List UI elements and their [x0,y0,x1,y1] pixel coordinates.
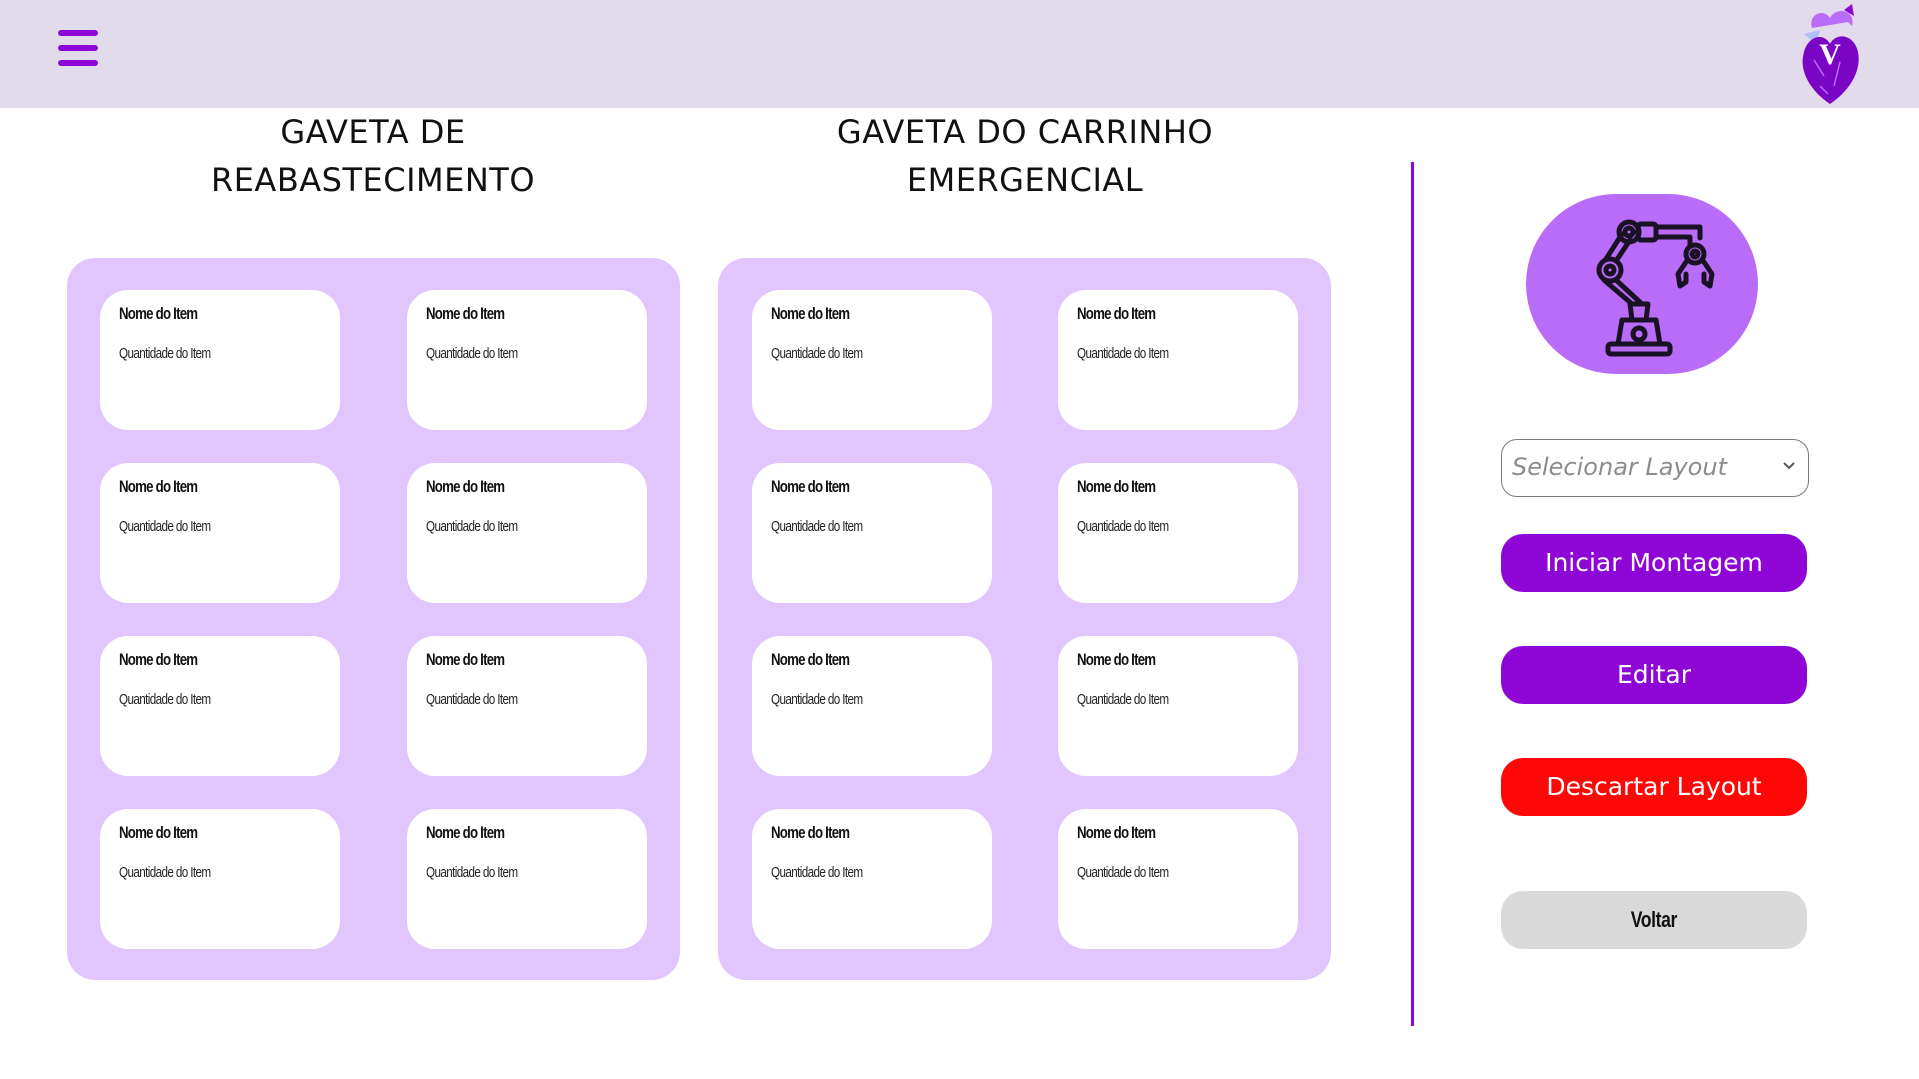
discard-layout-button[interactable]: Descartar Layout [1501,758,1807,816]
top-bar [0,0,1919,108]
item-quantity: Quantidade do Item [426,864,518,881]
item-name: Nome do Item [426,823,505,842]
item-quantity: Quantidade do Item [771,518,863,535]
item-card[interactable] [407,463,647,603]
chevron-down-icon [1782,458,1796,472]
edit-button[interactable]: Editar [1501,646,1807,704]
item-quantity: Quantidade do Item [426,518,518,535]
item-name: Nome do Item [119,650,198,669]
item-quantity: Quantidade do Item [1077,345,1169,362]
cart-title-line1: GAVETA DO CARRINHO [836,113,1214,151]
cart-drawer [718,258,1331,980]
item-card[interactable] [1058,636,1298,776]
start-assembly-button[interactable]: Iniciar Montagem [1501,534,1807,592]
item-card[interactable] [100,463,340,603]
layout-select[interactable] [1501,439,1809,497]
item-quantity: Quantidade do Item [1077,864,1169,881]
refill-title-line1: GAVETA DE [280,113,466,151]
item-quantity: Quantidade do Item [771,345,863,362]
item-name: Nome do Item [771,477,850,496]
item-name: Nome do Item [426,477,505,496]
robotic-arm-icon [1582,212,1732,362]
robot-badge [1526,194,1758,374]
item-name: Nome do Item [771,304,850,323]
item-card[interactable] [407,809,647,949]
item-quantity: Quantidade do Item [426,691,518,708]
item-card[interactable] [752,636,992,776]
item-quantity: Quantidade do Item [119,345,211,362]
item-card[interactable] [100,809,340,949]
item-card[interactable] [752,290,992,430]
item-name: Nome do Item [426,650,505,669]
layout-select-placeholder: Selecionar Layout [1512,453,1727,481]
refill-drawer-title [93,108,653,204]
item-quantity: Quantidade do Item [1077,518,1169,535]
item-name: Nome do Item [1077,823,1156,842]
item-card[interactable] [752,463,992,603]
item-card[interactable] [1058,809,1298,949]
cart-drawer-title [745,108,1305,204]
item-card[interactable] [407,636,647,776]
item-card[interactable] [1058,290,1298,430]
refill-drawer [67,258,680,980]
item-name: Nome do Item [119,477,198,496]
item-card[interactable] [100,290,340,430]
item-quantity: Quantidade do Item [119,518,211,535]
item-card[interactable] [1058,463,1298,603]
item-name: Nome do Item [771,823,850,842]
item-card[interactable] [752,809,992,949]
back-button[interactable] [1501,891,1807,949]
item-name: Nome do Item [1077,477,1156,496]
back-button-label: Voltar [1630,907,1678,932]
logo-letter: V [1819,38,1841,71]
cart-title-line2: EMERGENCIAL [906,161,1144,199]
item-quantity: Quantidade do Item [426,345,518,362]
item-name: Nome do Item [119,304,198,323]
item-name: Nome do Item [771,650,850,669]
item-quantity: Quantidade do Item [119,864,211,881]
refill-title-line2: REABASTECIMENTO [210,161,536,199]
hamburger-menu-icon[interactable] [58,30,98,66]
item-name: Nome do Item [119,823,198,842]
item-name: Nome do Item [426,304,505,323]
item-quantity: Quantidade do Item [119,691,211,708]
item-quantity: Quantidade do Item [771,691,863,708]
item-quantity: Quantidade do Item [771,864,863,881]
item-name: Nome do Item [1077,304,1156,323]
item-quantity: Quantidade do Item [1077,691,1169,708]
vertical-divider [1411,162,1414,1026]
item-name: Nome do Item [1077,650,1156,669]
heart-logo-icon[interactable] [1790,0,1870,108]
item-card[interactable] [100,636,340,776]
item-card[interactable] [407,290,647,430]
